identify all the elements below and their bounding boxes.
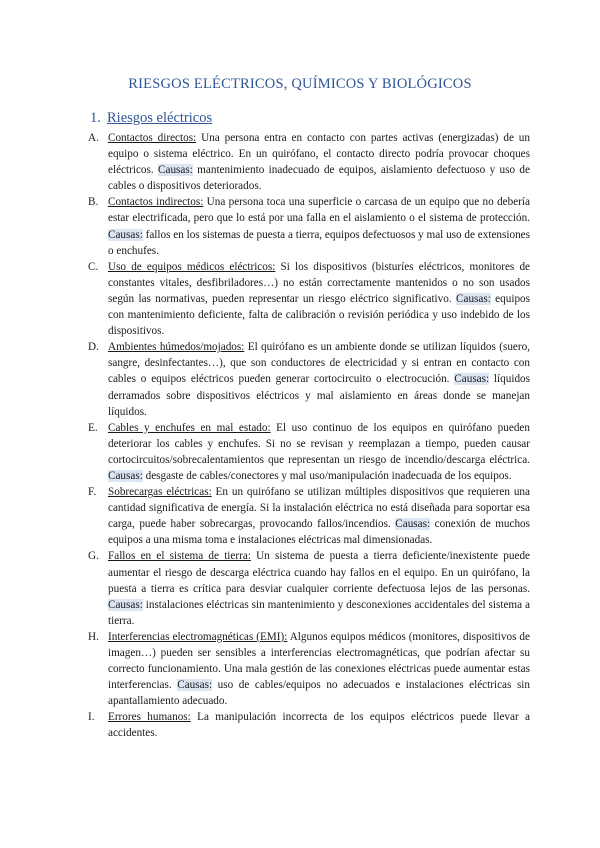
- item-term: Contactos indirectos:: [108, 196, 204, 209]
- risk-list: [88, 130, 530, 742]
- item-term: Fallos en el sistema de tierra:: [108, 550, 251, 563]
- list-item: [88, 339, 530, 419]
- causes-label: Causas:: [108, 228, 143, 241]
- item-text: El quirófano es un ambiente donde se utilizan líquidos (suero, sangre, desinfectantes…), que son conductores de electricidad y si entran en contacto con cables o equipos eléctricos pueden generar cortocircuito o electrocución.: [108, 341, 531, 386]
- item-causes: uso de cables/equipos no adecuados e instalaciones eléctricas sin apantallamiento adecuado.: [108, 679, 531, 708]
- causes-label: Causas:: [108, 469, 143, 482]
- list-item: [88, 194, 530, 258]
- item-text: El uso continuo de los equipos en quirófano pueden deteriorar los cables y enchufes. Si no se revisan y reemplazan a tiempo, pueden causar cortocircuitos/sobrecalentamientos que representan un riesgo de incendio/descarga eléctrica.: [108, 421, 530, 466]
- list-item: [88, 548, 530, 628]
- item-term: Uso de equipos médicos eléctricos:: [108, 260, 276, 273]
- item-text: En un quirófano se utilizan múltiples dispositivos que requieren una cantidad significativa de energía. Si la instalación eléctrica no está diseñada para soportar esa carga, puede haber sobrecargas, provocando fallos/incendios.: [108, 486, 530, 531]
- item-text: Si los dispositivos (bisturíes eléctricos, monitores de constantes vitales, desfibriladores…) no están correctamente mantenidos o no son usados según las normativas, pueden representar un riesgo eléctrico significativo.: [108, 260, 531, 305]
- item-term: Cables y enchufes en mal estado:: [108, 421, 271, 434]
- item-letter: D.: [88, 341, 99, 354]
- list-item: [88, 709, 530, 741]
- item-term: Sobrecargas eléctricas:: [108, 486, 212, 499]
- item-letter: A.: [88, 132, 99, 144]
- item-letter: E.: [88, 421, 98, 434]
- list-item: [88, 420, 530, 484]
- item-letter: G.: [88, 550, 99, 563]
- list-item: [88, 629, 530, 709]
- item-letter: C.: [88, 260, 99, 273]
- item-text: La manipulación incorrecta de los equipos eléctricos puede llevar a accidentes.: [108, 711, 530, 740]
- item-causes: instalaciones eléctricas sin mantenimiento y desconexiones accidentales del sistema a tierra.: [108, 598, 530, 627]
- item-letter: I.: [88, 711, 95, 724]
- section-number: 1.: [90, 110, 101, 126]
- item-term: Ambientes húmedos/mojados:: [108, 341, 245, 354]
- item-term: Contactos directos:: [108, 132, 197, 144]
- item-causes: líquidos derramados sobre dispositivos eléctricos y mal aislamiento en áreas donde se manejan líquidos.: [108, 373, 530, 418]
- causes-label: Causas:: [108, 598, 143, 611]
- item-text: Algunos equipos médicos (monitores, dispositivos de imagen…) pueden ser sensibles a interferencias electromagnéticas, que podrían afectar su correcto funcionamiento. Una mala gestión de las conexiones eléctricas puede aumentar estas interferencias.: [108, 630, 530, 692]
- causes-label: Causas:: [177, 679, 213, 692]
- causes-label: Causas:: [158, 164, 193, 177]
- item-text: Una persona toca una superficie o carcasa de un equipo que no debería estar electrificada, pero que lo está por una falla en el aislamiento o el sistema de protección.: [108, 196, 530, 225]
- item-text: Una persona entra en contacto con partes activas (energizadas) de un equipo o sistema eléctrico. En un quirófano, el contacto directo podría provocar choques eléctricos.: [108, 132, 530, 177]
- causes-label: Causas:: [456, 292, 491, 305]
- item-causes: mantenimiento inadecuado de equipos, aislamiento defectuoso y uso de cables o dispositivos deteriorados.: [108, 164, 530, 193]
- document-title: RIESGOS ELÉCTRICOS, QUÍMICOS Y BIOLÓGICOS: [128, 76, 472, 92]
- item-causes: desgaste de cables/conectores y mal uso/manipulación inadecuada de los equipos.: [142, 469, 512, 482]
- item-letter: B.: [88, 196, 99, 209]
- item-letter: F.: [88, 486, 97, 499]
- causes-label: Causas:: [395, 518, 431, 531]
- list-item: [88, 130, 530, 194]
- item-term: Errores humanos:: [108, 711, 191, 724]
- item-causes: equipos con mantenimiento deficiente, falta de calibración o revisión periódica y uso indebido de los dispositivos.: [108, 292, 530, 338]
- list-item: [88, 484, 530, 548]
- item-letter: H.: [88, 630, 99, 643]
- causes-label: Causas:: [454, 373, 490, 386]
- list-item: [88, 259, 530, 339]
- section-heading: [90, 110, 212, 127]
- section-label: Riesgos eléctricos: [107, 110, 213, 126]
- item-causes: fallos en los sistemas de puesta a tierra, equipos defectuosos y mal uso de extensiones o enchufes.: [108, 228, 530, 257]
- item-causes: conexión de muchos equipos a una misma toma e instalaciones eléctricas mal dimensionadas.: [108, 518, 530, 547]
- item-text: Un sistema de puesta a tierra deficiente/inexistente puede aumentar el riesgo de descarga eléctrica cuando hay fallos en el equipo. En un quirófano, la puesta a tierra es crítica para desviar cualquier corriente defectuosa lejos de las personas.: [108, 550, 531, 595]
- item-term: Interferencias electromagnéticas (EMI):: [108, 630, 288, 643]
